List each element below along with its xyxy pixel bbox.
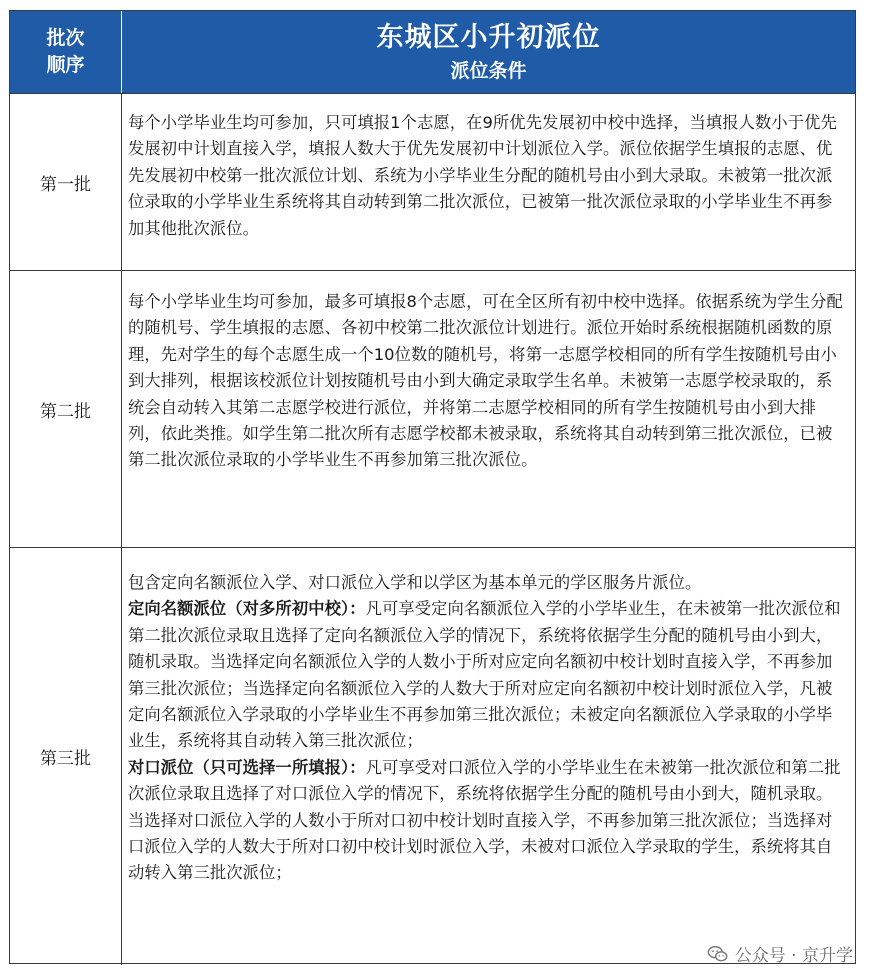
- paired-dispatch-text: 凡可享受对口派位入学的小学毕业生在未被第一批次派位和第二批次派位录取且选择了对口派位入学的情况下，系统将依据学生分配的随机号由小到大，随机录取。当选择对口派位入学的人数小于所对口初中校计划时直接入学，不再参加第三批次派位；当选择对口派位入学的人数大于所对口初中校计划时派位入学，未被对口派位入学录取的学生，系统将其自动转入第三批次派位；: [128, 757, 841, 883]
- dispatch-table: [9, 10, 856, 964]
- table-header: [10, 11, 855, 93]
- paired-dispatch-section: [128, 755, 847, 887]
- table-row: [10, 547, 855, 965]
- paired-dispatch-heading: 对口派位（只可选择一所填报）：: [128, 757, 366, 777]
- conditions-intro: 包含定向名额派位入学、对口派位入学和以学区为基本单元的学区服务片派位。: [128, 573, 702, 592]
- batch-order-label-line1: 批次: [46, 27, 85, 49]
- directed-quota-heading: 定向名额派位（对多所初中校）：: [128, 599, 366, 619]
- table-title: 东城区小升初派位: [376, 22, 601, 53]
- conditions-text: 每个小学毕业生均可参加，最多可填报8个志愿，可在全区所有初中校中选择。依据系统为学生分配的随机号、学生填报的志愿、各初中校第二批次派位计划进行。派位开始时系统根据随机函数的原理，先对学生的每个志愿生成一个10位数的随机号，将第一志愿学校相同的所有学生按随机号由小到大排列，根据该校派位计划按随机号由小到大确定录取学生名单。未被第一志愿学校录取的，系统会自动转入其第二志愿学校进行派位，并将第二志愿学校相同的所有学生按随机号由小到大排列，依此类推。如学生第二批次所有志愿学校都未被录取，系统将其自动转到第三批次派位，已被第二批次派位录取的小学毕业生不再参加第三批次派位。: [128, 292, 843, 470]
- title-header: [122, 11, 855, 93]
- batch-conditions: [122, 94, 855, 270]
- batch-conditions: [122, 271, 855, 547]
- batch-label: 第二批: [10, 271, 122, 547]
- batch-order-label-line2: 顺序: [46, 54, 85, 76]
- batch-label: 第三批: [10, 548, 122, 965]
- watermark-text: 公众号 · 京升学: [734, 946, 853, 966]
- table-subtitle: 派位条件: [450, 60, 527, 82]
- batch-order-header: [10, 11, 122, 93]
- batch-label: 第一批: [10, 94, 122, 270]
- table-row: [10, 93, 855, 270]
- batch-conditions: [122, 548, 855, 965]
- directed-quota-text: 凡可享受定向名额派位入学的小学毕业生，在未被第一批次派位和第二批次派位录取且选择了定向名额派位入学的情况下，系统将依据学生分配的随机号由小到大，随机录取。当选择定向名额派位入学的人数小于所对应定向名额初中校计划时直接入学，不再参加第三批次派位；当选择定向名额派位入学的人数大于所对应定向名额初中校计划时派位入学，凡被定向名额派位入学录取的小学毕业生不再参加第三批次派位；未被定向名额派位入学录取的小学毕业生，系统将其自动转入第三批次派位；: [128, 599, 841, 751]
- table-row: [10, 270, 855, 547]
- conditions-text: 每个小学毕业生均可参加，只可填报1个志愿，在9所优先发展初中校中选择，当填报人数小于优先发展初中计划直接入学，填报人数大于优先发展初中计划派位入学。派位依据学生填报的志愿、优先发展初中校第一批次派位计划、系统为小学毕业生分配的随机号由小到大录取。未被第一批次派位录取的小学毕业生系统将其自动转到第二批次派位，已被第一批次派位录取的小学毕业生不再参加其他批次派位。: [128, 113, 837, 238]
- wechat-icon: [707, 943, 729, 965]
- watermark: [707, 941, 853, 966]
- directed-quota-section: [128, 596, 847, 754]
